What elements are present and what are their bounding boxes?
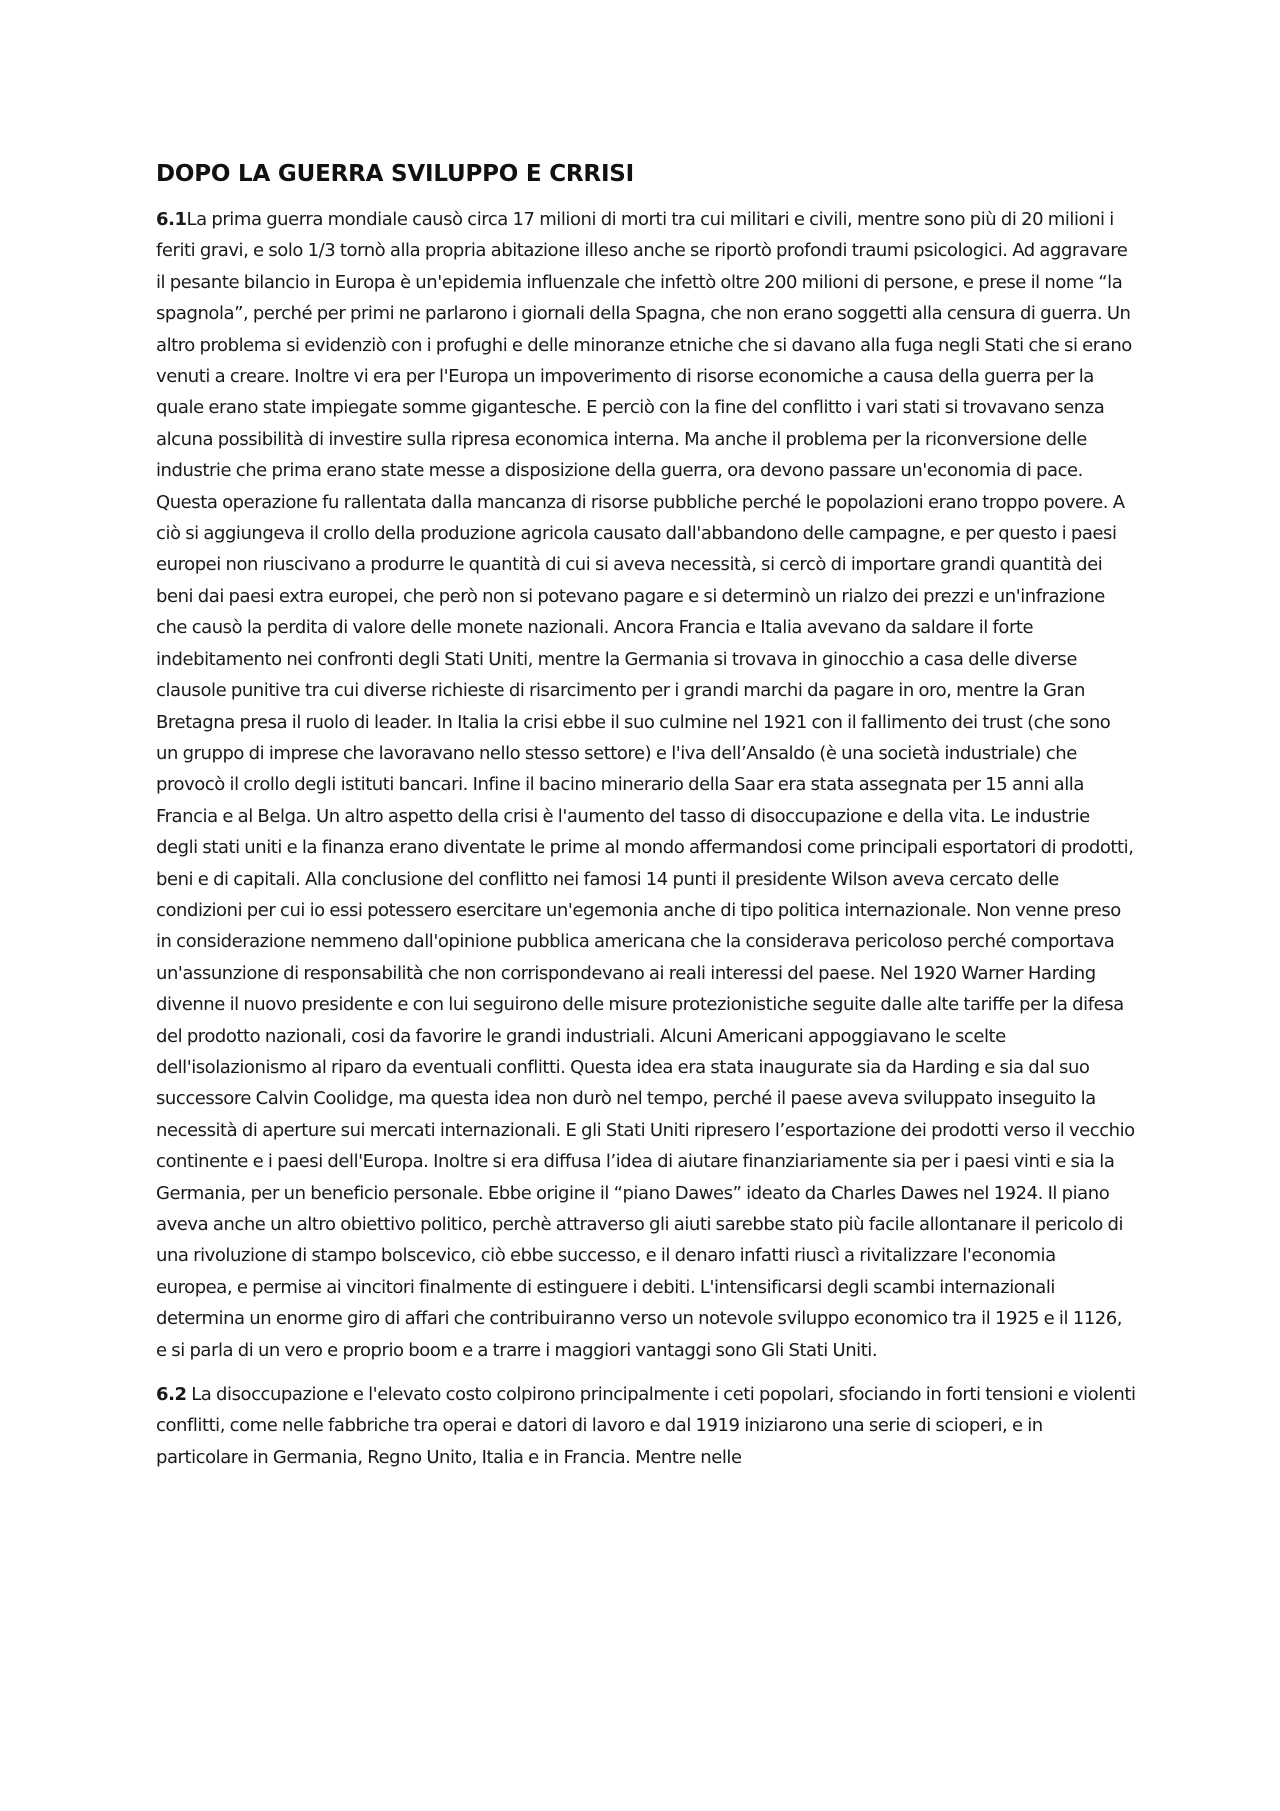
paragraph-number: 6.1 [156, 209, 187, 230]
document-title: DOPO LA GUERRA SVILUPPO E CRRISI [156, 161, 635, 187]
paragraph-text: La disoccupazione e l'elevato costo colpirono principalmente i ceti popolari, sfociando in forti tensioni e violenti conflitti, come nelle fabbriche tra operai e datori di lavoro e dal 1919 iniziarono una serie di scioperi, e in particolare in Germania, Regno Unito, Italia e in Francia. Mentre nelle [156, 1384, 1136, 1468]
paragraph-text: La prima guerra mondiale causò circa 17 milioni di morti tra cui militari e civili, mentre sono più di 20 milioni i feriti gravi, e solo 1/3 tornò alla propria abitazione illeso anche se riportò profondi traumi psicologici. Ad aggravare il pesante bilancio in Europa è un'epidemia influenzale che infettò oltre 200 milioni di persone, e prese il nome “la spagnola”, perché per primi ne parlarono i giornali della Spagna, che non erano soggetti alla censura di guerra. Un altro problema si evidenziò con i profughi e delle minoranze etniche che si davano alla fuga negli Stati che si erano venuti a creare. Inoltre vi era per l'Europa un impoverimento di risorse economiche a causa della guerra per la quale erano state impiegate somme gigantesche. E perciò con la fine del conflitto i vari stati si trovavano senza alcuna possibilità di investire sulla ripresa economica interna. Ma anche il problema per la riconversione delle industrie che prima erano state messe a disposizione della guerra, ora devono passare un'economia di pace. Questa operazione fu rallentata dalla mancanza di risorse pubbliche perché le popolazioni erano troppo povere. A ciò si aggiungeva il crollo della produzione agricola causato dall'abbandono delle campagne, e per questo i paesi europei non riuscivano a produrre le quantità di cui si aveva necessità, si cercò di importare grandi quantità dei beni dai paesi extra europei, che però non si potevano pagare e si determinò un rialzo dei prezzi e un'infrazione che causò la perdita di valore delle monete nazionali. Ancora Francia e Italia avevano da saldare il forte indebitamento nei confronti degli Stati Uniti, mentre la Germania si trovava in ginocchio a casa delle diverse clausole punitive tra cui diverse richieste di risarcimento per i grandi marchi da pagare in oro, mentre la Gran Bretagna presa il ruolo di leader. In Italia la crisi ebbe il suo culmine nel 1921 con il fallimento dei trust (che sono un gruppo di imprese che lavoravano nello stesso settore) e l'iva dell’Ansaldo (è una società industriale) che provocò il crollo degli istituti bancari. Infine il bacino minerario della Saar era stata assegnata per 15 anni alla Francia e al Belga. Un altro aspetto della crisi è l'aumento del tasso di disoccupazione e della vita. Le industrie degli stati uniti e la finanza erano diventate le prime al mondo affermandosi come principali esportatori di prodotti, beni e di capitali. Alla conclusione del conflitto nei famosi 14 punti il presidente Wilson aveva cercato delle condizioni per cui io essi potessero esercitare un'egemonia anche di tipo politica internazionale. Non venne preso in considerazione nemmeno dall'opinione pubblica americana che la considerava pericoloso perché comportava un'assunzione di responsabilità che non corrispondevano ai reali interessi del paese. Nel 1920 Warner Harding divenne il nuovo presidente e con lui seguirono delle misure protezionistiche seguite dalle alte tariffe per la difesa del prodotto nazionali, cosi da favorire le grandi industriali. Alcuni Americani appoggiavano le scelte dell'isolazionismo al riparo da eventuali conflitti. Questa idea era stata inaugurate sia da Harding e sia dal suo successore Calvin Coolidge, ma questa idea non durò nel tempo, perché il paese aveva sviluppato inseguito la necessità di aperture sui mercati internazionali. E gli Stati Uniti ripresero l’esportazione dei prodotti verso il vecchio continente e i paesi dell'Europa. Inoltre si era diffusa l’idea di aiutare finanziariamente sia per i paesi vinti e sia la Germania, per un beneficio personale. Ebbe origine il “piano Dawes” ideato da Charles Dawes nel 1924. Il piano aveva anche un altro obiettivo politico, perchè attraverso gli aiuti sarebbe stato più facile allontanare il pericolo di una rivoluzione di stampo bolscevico, ciò ebbe successo, e il denaro infatti riuscì a rivitalizzare l'economia europea, e permise ai vincitori finalmente di estinguere i debiti. L'intensificarsi degli scambi internazionali determina un enorme giro di affari che contribuiranno verso un notevole sviluppo economico tra il 1925 e il 1126, e si parla di un vero e proprio boom e a trarre i maggiori vantaggi sono Gli Stati Uniti. [156, 209, 1135, 1361]
paragraph-6-1 [156, 204, 1136, 1366]
document-body [156, 158, 1136, 1486]
paragraph-6-2 [156, 1379, 1136, 1473]
paragraph-number: 6.2 [156, 1384, 187, 1406]
